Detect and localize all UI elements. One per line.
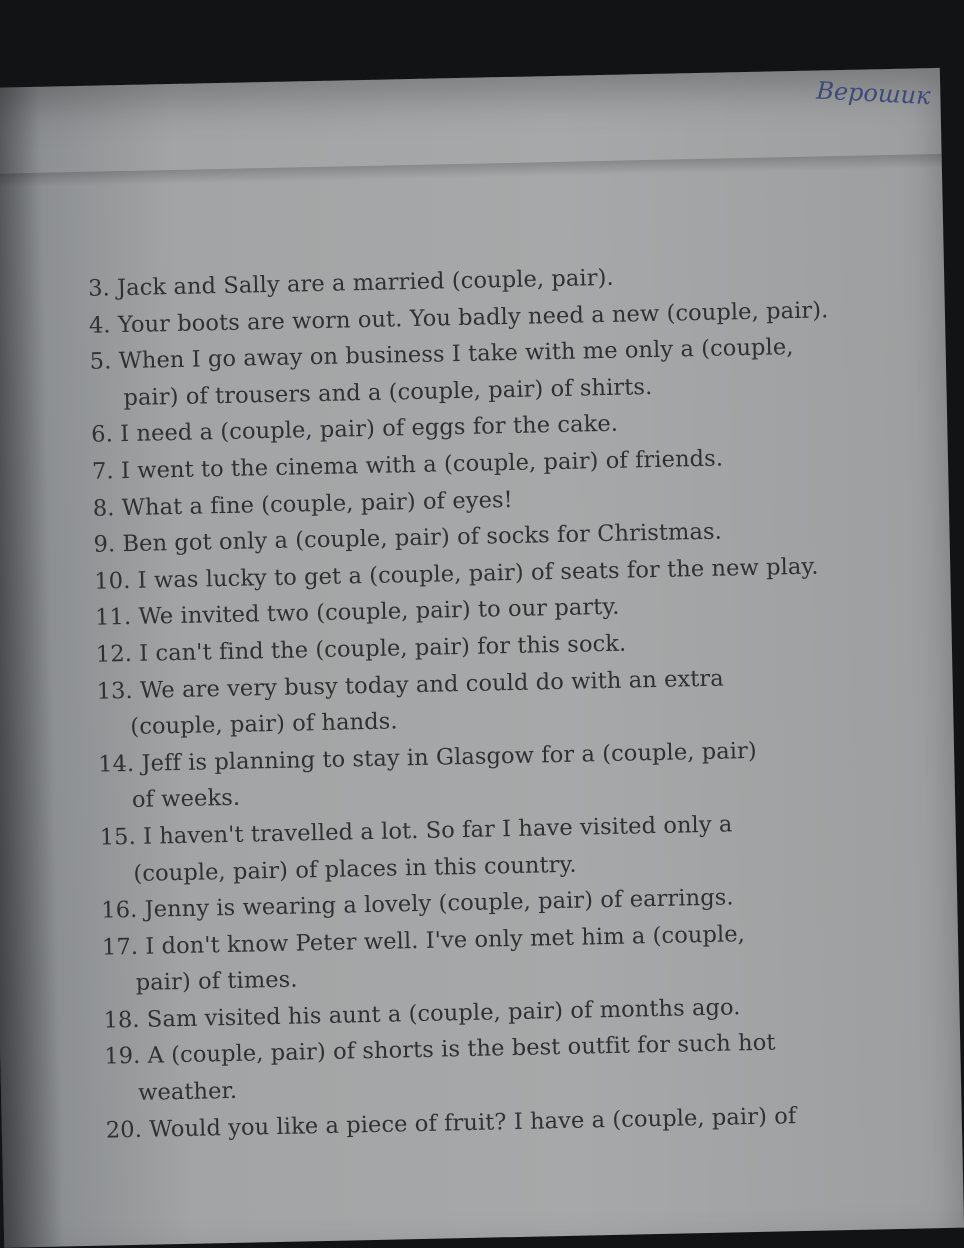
- exercise-item: 19. A (couple, pair) of shorts is the best outfit for such hot weather.: [104, 1022, 905, 1112]
- exercise-item: 6. I need a (couple, pair) of eggs for the cake.: [91, 411, 619, 449]
- exercise-item: 20. Would you like a piece of fruit? I have a (couple, pair) of: [105, 1102, 797, 1144]
- exercise-item: 8. What a fine (couple, pair) of eyes!: [92, 486, 514, 522]
- exercise-text: A (couple, pair) of shorts is the best outfit for such hot: [147, 1030, 776, 1070]
- exercise-text: We invited two (couple, pair) to our party.: [138, 594, 620, 631]
- exercise-text-continued: of weeks.: [131, 785, 241, 814]
- exercise-text: I can't find the (couple, pair) for this sock.: [138, 630, 627, 667]
- exercise-text: We are very busy today and could do with an extra: [139, 665, 725, 704]
- exercise-item: 17. I don't know Peter well. I've only met him a (couple, pair) of times.: [102, 913, 903, 1003]
- exercise-text: Jack and Sally are a married (couple, pair).: [116, 264, 614, 302]
- exercise-item: 10. I was lucky to get a (couple, pair) of seats for the new play.: [94, 553, 819, 595]
- exercise-item: 9. Ben got only a (couple, pair) of socks for Christmas.: [93, 518, 723, 558]
- exercise-item: 16. Jenny is wearing a lovely (couple, pair) of earrings.: [100, 884, 734, 924]
- exercise-list: [88, 254, 906, 1149]
- exercise-text: I haven't travelled a lot. So far I have visited only a: [142, 811, 733, 850]
- exercise-text: Would you like a piece of fruit? I have a (couple, pair) of: [148, 1102, 797, 1143]
- book-page: [0, 68, 964, 1248]
- exercise-text: When I go away on business I take with me only a (couple,: [118, 334, 794, 375]
- page-gutter-shadow: [0, 87, 64, 1248]
- exercise-text-continued: (couple, pair) of places in this country.: [133, 851, 577, 887]
- exercise-item: 5. When I go away on business I take with me only a (couple, pair) of trousers and a (couple, pair) of shirts.: [89, 327, 890, 417]
- exercise-text-continued: pair) of trousers and a (couple, pair) of shirts.: [123, 373, 653, 411]
- exercise-text: Ben got only a (couple, pair) of socks for Christmas.: [122, 518, 723, 558]
- exercise-text-continued: (couple, pair) of hands.: [130, 708, 398, 741]
- exercise-text: What a fine (couple, pair) of eyes!: [121, 486, 514, 521]
- exercise-item: 13. We are very busy today and could do with an extra (couple, pair) of hands.: [96, 656, 897, 746]
- exercise-text-continued: weather.: [137, 1077, 238, 1106]
- exercise-text: Jeff is planning to stay in Glasgow for a (couple, pair): [141, 737, 758, 777]
- page-top-shadow: [0, 154, 942, 188]
- exercise-text: I need a (couple, pair) of eggs for the cake.: [119, 411, 619, 448]
- exercise-text: I went to the cinema with a (couple, pair) of friends.: [120, 445, 724, 485]
- exercise-text: Jenny is wearing a lovely (couple, pair) of earrings.: [144, 884, 734, 923]
- exercise-item: 3. Jack and Sally are a married (couple, pair).: [87, 264, 614, 302]
- exercise-item: 7. I went to the cinema with a (couple, pair) of friends.: [91, 445, 724, 485]
- exercise-item: 4. Your boots are worn out. You badly need a new (couple, pair).: [88, 296, 829, 339]
- exercise-item: 15. I haven't travelled a lot. So far I have visited only a (couple, pair) of places in this country.: [99, 803, 900, 893]
- exercise-text: Sam visited his aunt a (couple, pair) of months ago.: [146, 994, 741, 1033]
- exercise-item: 12. I can't find the (couple, pair) for this sock.: [95, 630, 627, 668]
- handwritten-note: Верошик: [815, 76, 931, 111]
- exercise-item: 14. Jeff is planning to stay in Glasgow for a (couple, pair) of weeks.: [98, 730, 899, 820]
- exercise-text: I don't know Peter well. I've only met him a (couple,: [145, 920, 746, 960]
- exercise-text: Your boots are worn out. You badly need a new (couple, pair).: [117, 296, 829, 338]
- exercise-text-continued: pair) of times.: [135, 966, 298, 997]
- exercise-item: 18. Sam visited his aunt a (couple, pair) of months ago.: [103, 994, 741, 1034]
- exercise-text: I was lucky to get a (couple, pair) of seats for the new play.: [137, 553, 819, 594]
- exercise-item: 11. We invited two (couple, pair) to our party.: [94, 594, 620, 632]
